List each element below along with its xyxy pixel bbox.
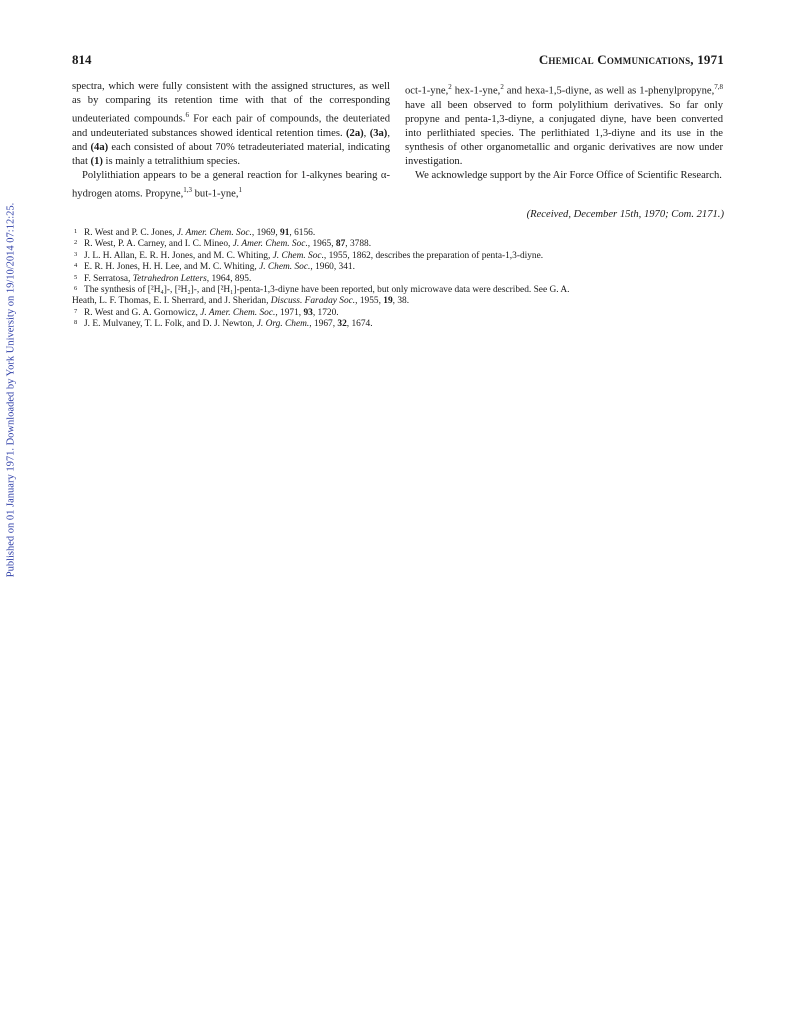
left-paragraph-2: Polylithiation appears to be a general reaction for 1-alkynes bearing α-hydrogen atoms. Propyne,$^{1,3}$ but-1-yne,$^1$ — [72, 170, 390, 200]
reference-item: 8 J. E. Mulvaney, T. L. Folk, and D. J. Newton, J. Org. Chem., 1967, 32, 1674. — [74, 319, 373, 330]
page-number: 814 — [72, 52, 92, 67]
right-column — [405, 80, 723, 183]
running-head: Chemical Communications, 1971 — [538, 52, 724, 67]
left-column — [72, 80, 390, 202]
reference-item: 5 F. Serratosa, Tetrahedron Letters, 1964, 895. — [74, 273, 252, 284]
reference-item: 7 R. West and G. A. Gornowicz, J. Amer. Chem. Soc., 1971, 93, 1720. — [74, 307, 339, 318]
received-date: (Received, December 15th, 1970; Com. 2171.) — [526, 209, 724, 220]
reference-item: 6 The synthesis of [²H₄]-, [²H₂]-, and [²H₁]-penta-1,3-diyne have been reported, but only microwave data were described. See G. A. Heath, L. F. Thomas, E. I. Sherrard, and J. Sheridan, Discuss. Faraday Soc., 1955, 19, 38. — [72, 285, 570, 307]
download-watermark-text: Published on 01 January 1971. Downloaded by York University on 19/10/2014 07:12:25. — [5, 202, 17, 578]
reference-item: 3 J. L. H. Allan, E. R. H. Jones, and M. C. Whiting, J. Chem. Soc., 1955, 1862, describes the preparation of penta-1,3-diyne. — [74, 250, 544, 261]
download-watermark — [4, 160, 18, 620]
right-paragraph-1: oct-1-yne,$^2$ hex-1-yne,$^2$ and hexa-1,5-diyne, as well as 1-phenylpropyne,$^{7,8}$ have all been observed to form polylithium derivatives. So far only propyne and penta-1,3-diyne, a conjugated diyne, have been converted into perlithiated species. The perlithiated 1,3-diyne and its use in the synthesis of other organometallic and organic derivatives are now under investigation. — [405, 83, 723, 167]
references — [72, 228, 726, 331]
acknowledgement: We acknowledge support by the Air Force Office of Scientific Research. — [415, 170, 722, 182]
reference-item: 4 E. R. H. Jones, H. H. Lee, and M. C. Whiting, J. Chem. Soc., 1960, 341. — [74, 262, 355, 273]
page-header — [72, 52, 724, 72]
left-paragraph-1: spectra, which were fully consistent with the assigned structures, as well as by comparing its retention time with that of the corresponding undeuteriated compounds.$^6$ For each pair of compounds, the deuteriated and undeuteriated substances showed identical retention times. (2a), (3a), and (4a) each consisted of about 70% tetradeuteriated material, indicating that (1) is mainly a tetralithium species. — [72, 81, 390, 167]
reference-item: 2 R. West, P. A. Carney, and I. C. Mineo, J. Amer. Chem. Soc., 1965, 87, 3788. — [74, 239, 372, 250]
reference-item: 1 R. West and P. C. Jones, J. Amer. Chem. Soc., 1969, 91, 6156. — [74, 228, 316, 238]
